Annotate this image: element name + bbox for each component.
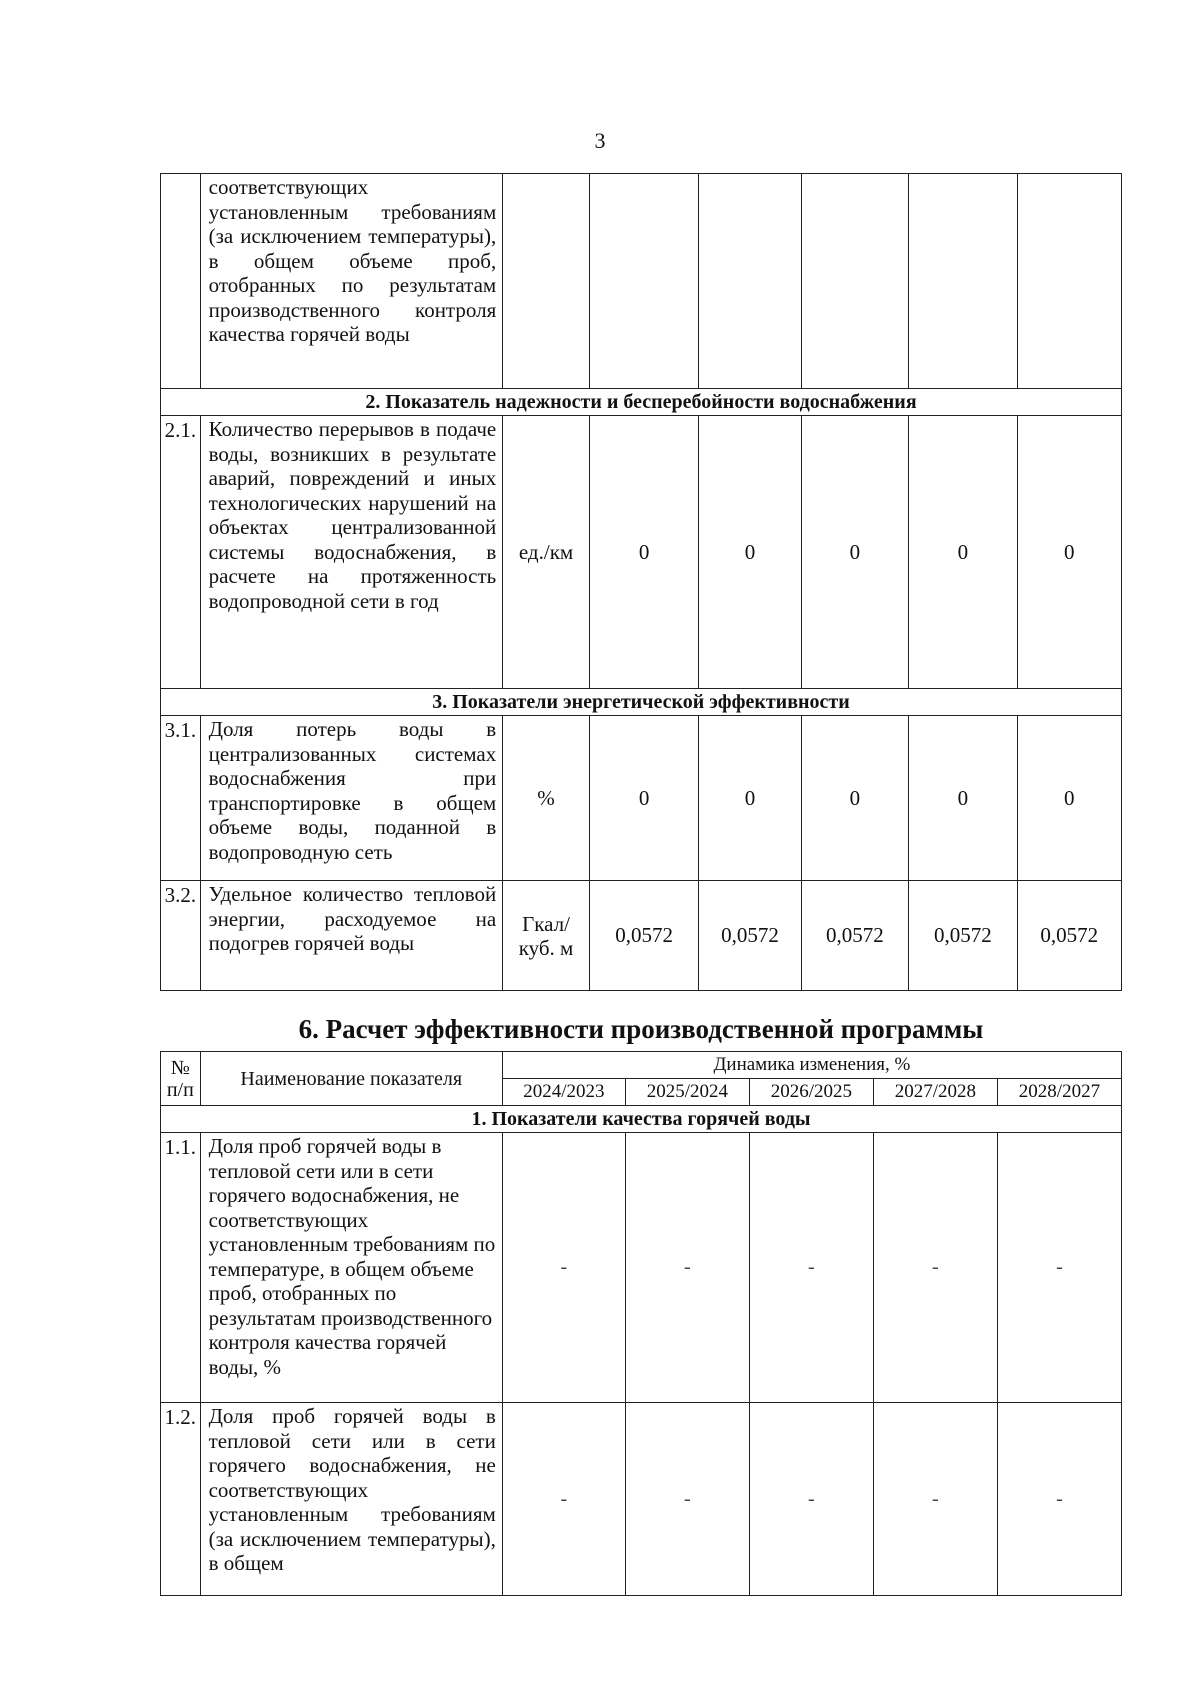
column-header-dynamics: Динамика изменения, % [502,1052,1121,1079]
column-header-period: 2027/2028 [873,1079,997,1106]
column-header-name: Наименование показателя [200,1052,502,1106]
value-cell: - [997,1133,1121,1403]
table-row [161,1403,1122,1596]
column-header-period: 2026/2025 [749,1079,873,1106]
table-row [161,416,1122,689]
row-number: 3.1. [161,716,201,881]
column-header-period: 2028/2027 [997,1079,1121,1106]
value-cell: - [749,1403,873,1596]
value-cell: - [873,1133,997,1403]
continued-row [161,174,1122,389]
table-header-row [161,1052,1122,1079]
value-cell: 0 [1017,416,1121,689]
value-cell: 0 [909,416,1018,689]
efficiency-table [160,1051,1122,1596]
value-cell: 0 [589,416,699,689]
indicator-description: Доля проб горячей воды в тепловой сети или в сети горячего водоснабжения, не соответствующих установленным требованиям (за исключением температуры), в общем [200,1403,502,1596]
value-cell: 0,0572 [801,881,908,991]
value-cell: 0,0572 [589,881,699,991]
unit-cell: % [503,716,590,881]
section-heading: 2. Показатель надежности и бесперебойности водоснабжения [161,389,1122,416]
value-cell: - [502,1133,625,1403]
value-cell: 0 [699,416,801,689]
value-cell: 0,0572 [699,881,801,991]
section-heading: 3. Показатели энергетической эффективности [161,689,1122,716]
row-number: 2.1. [161,416,201,689]
section-title: 6. Расчет эффективности производственной программы [298,1014,984,1044]
value-cell: 0 [589,716,699,881]
table-row [161,881,1122,991]
value-cell: - [749,1133,873,1403]
row-number: 1.2. [161,1403,201,1596]
value-cell: - [997,1403,1121,1596]
value-cell: 0 [1017,716,1121,881]
value-cell: - [625,1403,749,1596]
row-number: 3.2. [161,881,201,991]
unit-cell: Гкал/ куб. м [503,881,590,991]
row-number: 1.1. [161,1133,201,1403]
row-number-cell [161,174,201,389]
table-row [161,716,1122,881]
section-row [161,389,1122,416]
value-cell: - [502,1403,625,1596]
indicator-description: Удельное количество тепловой энергии, расходуемое на подогрев горячей воды [200,881,503,991]
value-cell: 0 [801,416,908,689]
value-cell: - [625,1133,749,1403]
section-row [161,1106,1122,1133]
value-cell: 0 [909,716,1018,881]
value-cell [801,174,908,389]
column-header-period: 2024/2023 [502,1079,625,1106]
value-cell: 0 [699,716,801,881]
indicators-table [160,173,1122,991]
table-row [161,1133,1122,1403]
indicator-description: соответствующих установленным требованиям (за исключением температуры), в общем объеме проб, отобранных по результатам производственного контроля качества горячей воды [200,174,503,389]
indicator-description: Доля проб горячей воды в тепловой сети или в сети горячего водоснабжения, не соответствующих установленным требованиям по температуре, в общем объеме проб, отобранных по результатам производственного контроля качества горячей воды, % [200,1133,502,1403]
page-number: 3 [594,128,606,153]
indicator-description: Количество перерывов в подаче воды, возникших в результате аварий, повреждений и иных технологических нарушений на объектах централизованной системы водоснабжения, в расчете на протяженность водопроводной сети в год [200,416,503,689]
value-cell [699,174,801,389]
value-cell: 0,0572 [1017,881,1121,991]
unit-cell [503,174,590,389]
value-cell: 0 [801,716,908,881]
section-heading: 1. Показатели качества горячей воды [161,1106,1122,1133]
value-cell: 0,0572 [909,881,1018,991]
value-cell [1017,174,1121,389]
indicator-description: Доля потерь воды в централизованных системах водоснабжения при транспортировке в общем объеме воды, поданной в водопроводную сеть [200,716,503,881]
value-cell: - [873,1403,997,1596]
column-header-period: 2025/2024 [625,1079,749,1106]
section-row [161,689,1122,716]
column-header-number: № п/п [161,1052,201,1106]
value-cell [909,174,1018,389]
unit-cell: ед./км [503,416,590,689]
value-cell [589,174,699,389]
